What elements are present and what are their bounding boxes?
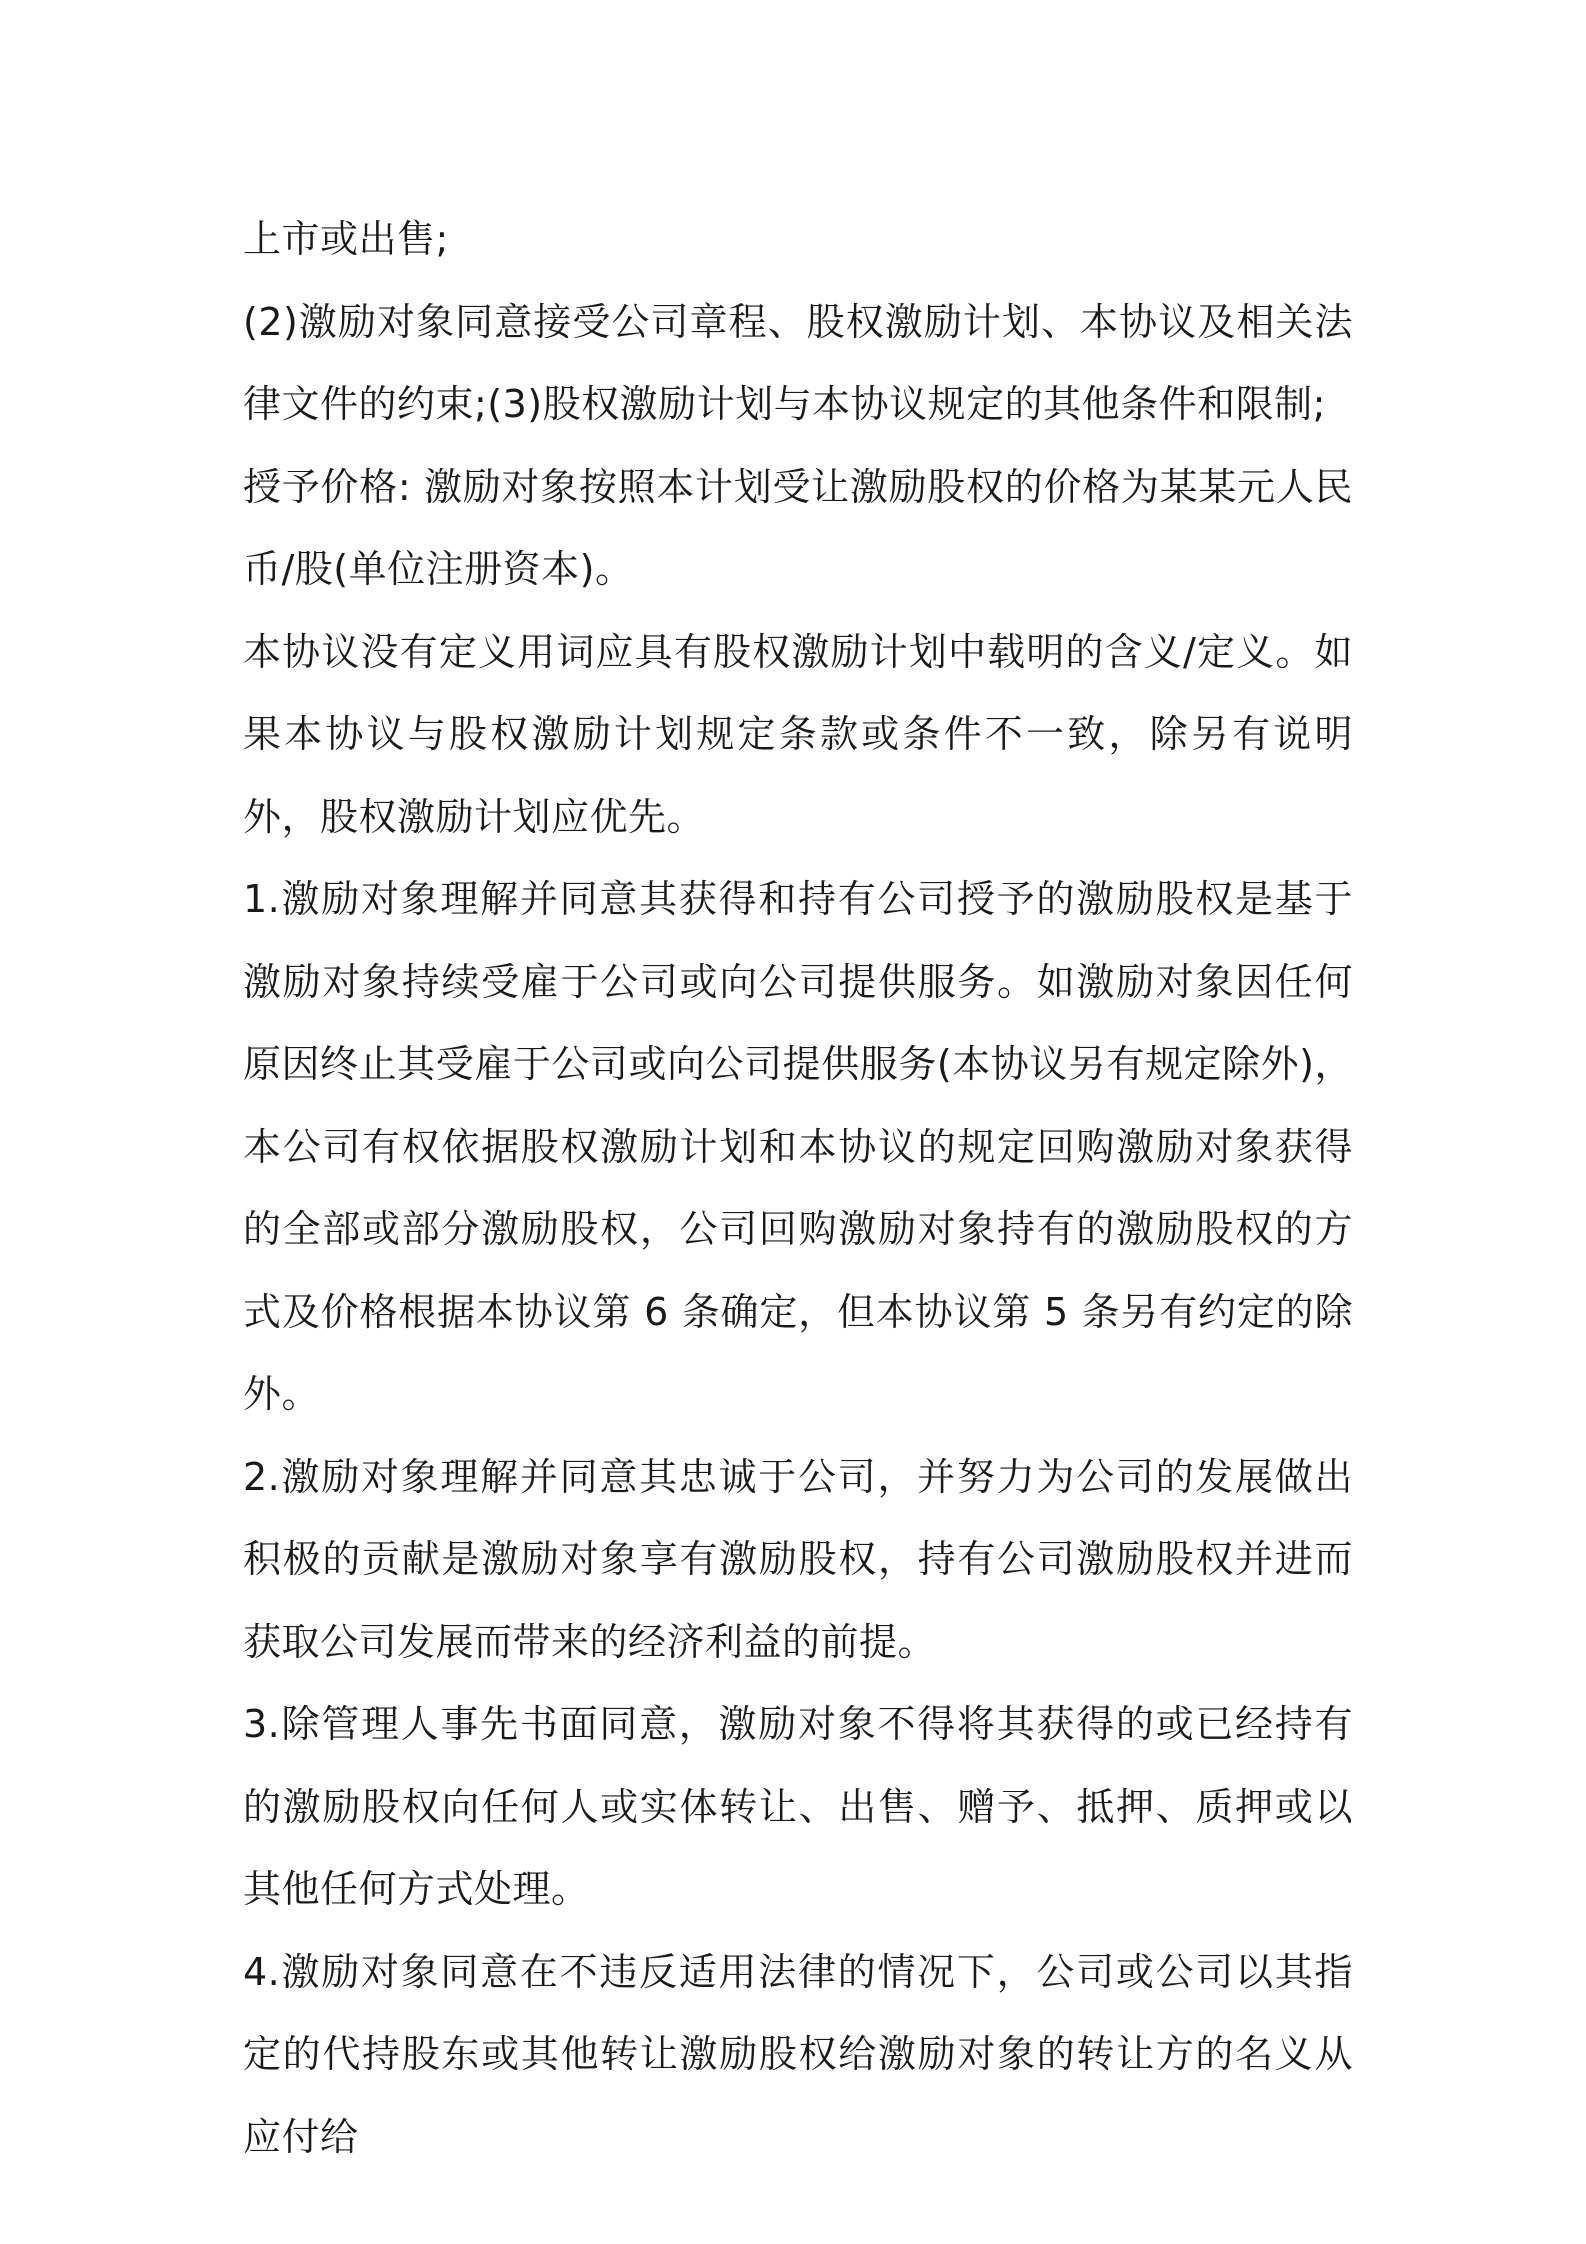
paragraph-clause-2: 2.激励对象理解并同意其忠诚于公司，并努力为公司的发展做出积极的贡献是激励对象享有激励股权，持有公司激励股权并进而获取公司发展而带来的经济利益的前提。 bbox=[243, 1454, 1353, 1664]
paragraph-clause-4: 4.激励对象同意在不违反适用法律的情况下，公司或公司以其指定的代持股东或其他转让激励股权给激励对象的转让方的名义从应付给 bbox=[243, 1949, 1353, 2159]
paragraph-clause-1: 1.激励对象理解并同意其获得和持有公司授予的激励股权是基于激励对象持续受雇于公司或向公司提供服务。如激励对象因任何原因终止其受雇于公司或向公司提供服务(本协议另有规定除外)，本公司有权依据股权激励计划和本协议的规定回购激励对象获得的全部或部分激励股权，公司回购激励对象持有的激励股权的方式及价格根据本协议第 6 条确定，但本协议第 5 条另有约定的除外。 bbox=[243, 877, 1353, 1416]
paragraph-clause-3: 3.除管理人事先书面同意，激励对象不得将其获得的或已经持有的激励股权向任何人或实体转让、出售、赠予、抵押、质押或以其他任何方式处理。 bbox=[243, 1702, 1353, 1911]
paragraph-definitions: 本协议没有定义用词应具有股权激励计划中载明的含义/定义。如果本协议与股权激励计划规定条款或条件不一致，除另有说明外，股权激励计划应优先。 bbox=[243, 629, 1353, 839]
document-body bbox=[243, 198, 1353, 2178]
paragraph-listing-end: 上市或出售; bbox=[243, 217, 449, 261]
paragraph-grant-price: 授予价格: 激励对象按照本计划受让激励股权的价格为某某元人民币/股(单位注册资本)。 bbox=[243, 464, 1353, 591]
paragraph-conditions: (2)激励对象同意接受公司章程、股权激励计划、本协议及相关法律文件的约束;(3)股权激励计划与本协议规定的其他条件和限制; bbox=[243, 299, 1353, 426]
